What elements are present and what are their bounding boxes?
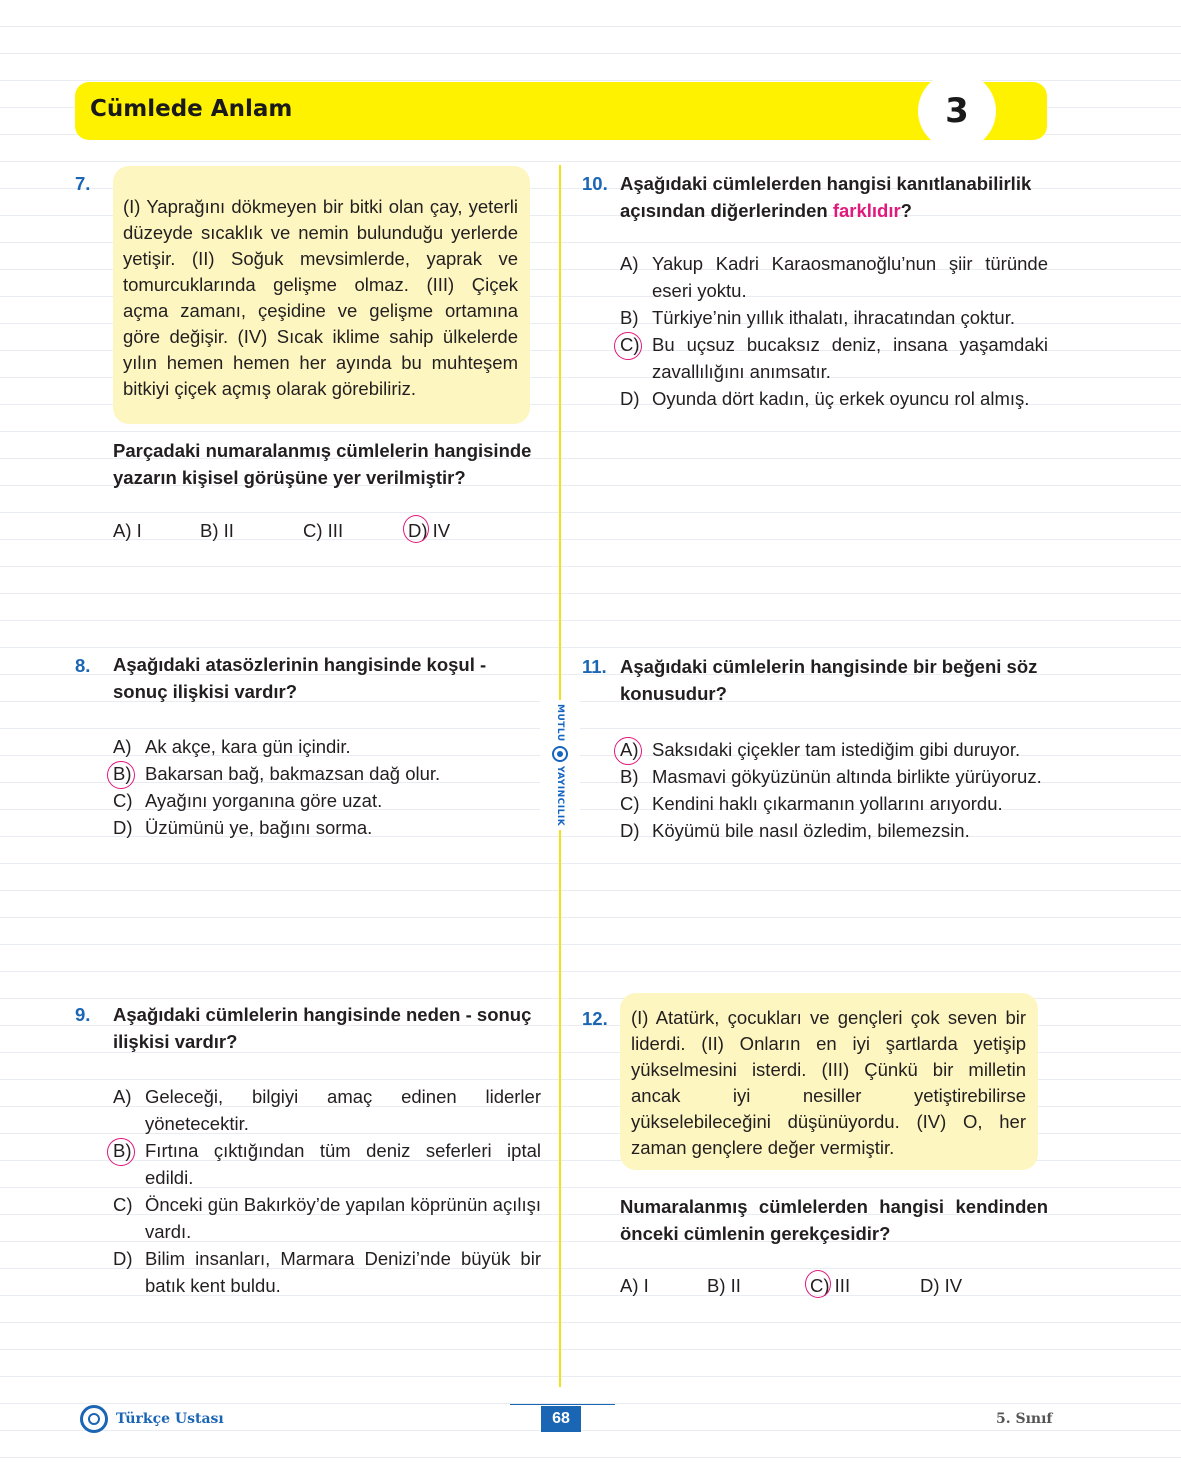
q10-option-a[interactable]: A) Yakup Kadri Karaosmanoğlu’nun şiir türünde eseri yoktu. — [620, 253, 1048, 301]
page-title: Cümlede Anlam — [90, 96, 293, 122]
q8-option-d[interactable]: D) Üzümünü ye, bağını sorma. — [113, 817, 373, 838]
q7-options — [113, 517, 450, 544]
page-number: 68 — [541, 1406, 581, 1432]
question-number-9: 9. — [75, 1004, 91, 1025]
question-number-11: 11. — [582, 656, 607, 677]
q8-options — [113, 733, 543, 841]
q10-stem: Aşağıdaki cümlelerden hangisi kanıtlanabilirlik açısından diğerlerinden farklıdır? — [620, 173, 1032, 221]
q9-option-a[interactable]: A) Geleceği, bilgiyi amaç edinen liderler yönetecektir. — [113, 1086, 541, 1134]
q12-option-c[interactable]: C) III — [810, 1272, 920, 1299]
spine-brand-top: MUTLU — [555, 704, 565, 742]
question-number-8: 8. — [75, 655, 91, 676]
q8-option-b[interactable]: B) Bakarsan bağ, bakmazsan dağ olur. — [113, 760, 543, 787]
q8-stem: Aşağıdaki atasözlerinin hangisinde koşul - sonuç ilişkisi vardır? — [113, 654, 487, 702]
footer-brand: Türkçe Ustası — [116, 1411, 224, 1427]
q7-stem: Parçadaki numaralanmış cümlelerin hangisinde yazarın kişisel görüşüne yer verilmiştir? — [113, 440, 532, 488]
q7-option-c[interactable]: C) III — [303, 520, 344, 541]
spine-brand — [540, 700, 580, 830]
q10-options — [620, 250, 1048, 412]
q10-option-d[interactable]: D) Oyunda dört kadın, üç erkek oyuncu rol almış. — [620, 388, 1030, 409]
q8-option-c[interactable]: C) Ayağını yorganına göre uzat. — [113, 790, 383, 811]
q9-option-d[interactable]: D) Bilim insanları, Marmara Denizi’nde büyük bir batık kent buldu. — [113, 1248, 541, 1296]
q8-option-a[interactable]: A) Ak akçe, kara gün içindir. — [113, 736, 351, 757]
unit-number: 3 — [918, 72, 996, 150]
q12-option-d[interactable]: D) IV — [920, 1275, 963, 1296]
page-number-rule — [510, 1404, 615, 1405]
q11-option-c[interactable]: C) Kendini haklı çıkarmanın yollarını arıyordu. — [620, 793, 1003, 814]
q12-option-b[interactable]: B) II — [707, 1275, 741, 1296]
question-number-10: 10. — [582, 173, 608, 194]
q9-option-b[interactable]: B) Fırtına çıktığından tüm deniz seferleri iptal edildi. — [113, 1137, 541, 1191]
q7-option-b[interactable]: B) II — [200, 520, 234, 541]
brand-logo-icon — [552, 746, 568, 762]
q11-option-b[interactable]: B) Masmavi gökyüzünün altında birlikte yürüyoruz. — [620, 766, 1042, 787]
brand-logo-icon — [80, 1405, 108, 1433]
q7-option-a[interactable]: A) I — [113, 520, 142, 541]
q10-emphasis: farklıdır — [832, 200, 901, 221]
q11-stem: Aşağıdaki cümlelerin hangisinde bir beğeni söz konusudur? — [620, 656, 1038, 704]
q9-stem: Aşağıdaki cümlelerin hangisinde neden - sonuç ilişkisi vardır? — [113, 1004, 532, 1052]
q12-options — [620, 1272, 962, 1299]
grade-label: 5. Sınıf — [996, 1411, 1053, 1427]
q10-option-c[interactable]: C) Bu uçsuz bucaksız deniz, insana yaşamdaki zavallılığını anımsatır. — [620, 331, 1048, 385]
q12-option-a[interactable]: A) I — [620, 1275, 649, 1296]
q9-option-c[interactable]: C) Önceki gün Bakırköy’de yapılan köprünün açılışı vardı. — [113, 1194, 541, 1242]
q11-options — [620, 736, 1048, 844]
q10-option-b[interactable]: B) Türkiye’nin yıllık ithalatı, ihracatından çoktur. — [620, 307, 1015, 328]
q7-option-d[interactable]: D) IV — [408, 517, 450, 544]
q7-passage: (I) Yaprağını dökmeyen bir bitki olan çay, yeterli düzeyde sıcaklık ve nemin bulunduğu yerlerde yetişir. (II) Soğuk mevsimlerde, yaprak ve tomurcuklarında gelişme olmaz. (III) Çiçek açma zamanı, çeşidine ve gelişme ortamına göre değişir. (IV) Sıcak iklime sahip ülkelerde yılın hemen hemen her ayında bu muhteşem bitkiyi çiçek açmış olarak görebiliriz. — [113, 166, 530, 424]
question-number-7: 7. — [75, 173, 91, 194]
question-number-12: 12. — [582, 1008, 608, 1029]
q11-option-d[interactable]: D) Köyümü bile nasıl özledim, bilemezsin. — [620, 820, 970, 841]
q11-option-a[interactable]: A) Saksıdaki çiçekler tam istediğim gibi duruyor. — [620, 736, 1048, 763]
spine-brand-bottom: YAYINCILIK — [555, 765, 565, 826]
q9-options — [113, 1083, 541, 1299]
q12-passage: (I) Atatürk, çocukları ve gençleri çok seven bir liderdi. (II) Onların en iyi şartlarda yetişip yükselmesini isterdi. (III) Çünkü bir milletin ancak iyi nesiller yetiştirebilirse yükselebileceğini düşünüyordu. (IV) O, her zaman gençlere değer vermiştir. — [620, 993, 1038, 1170]
q12-stem: Numaralanmış cümlelerden hangisi kendinden önceki cümlenin gerekçesidir? — [620, 1196, 1048, 1244]
